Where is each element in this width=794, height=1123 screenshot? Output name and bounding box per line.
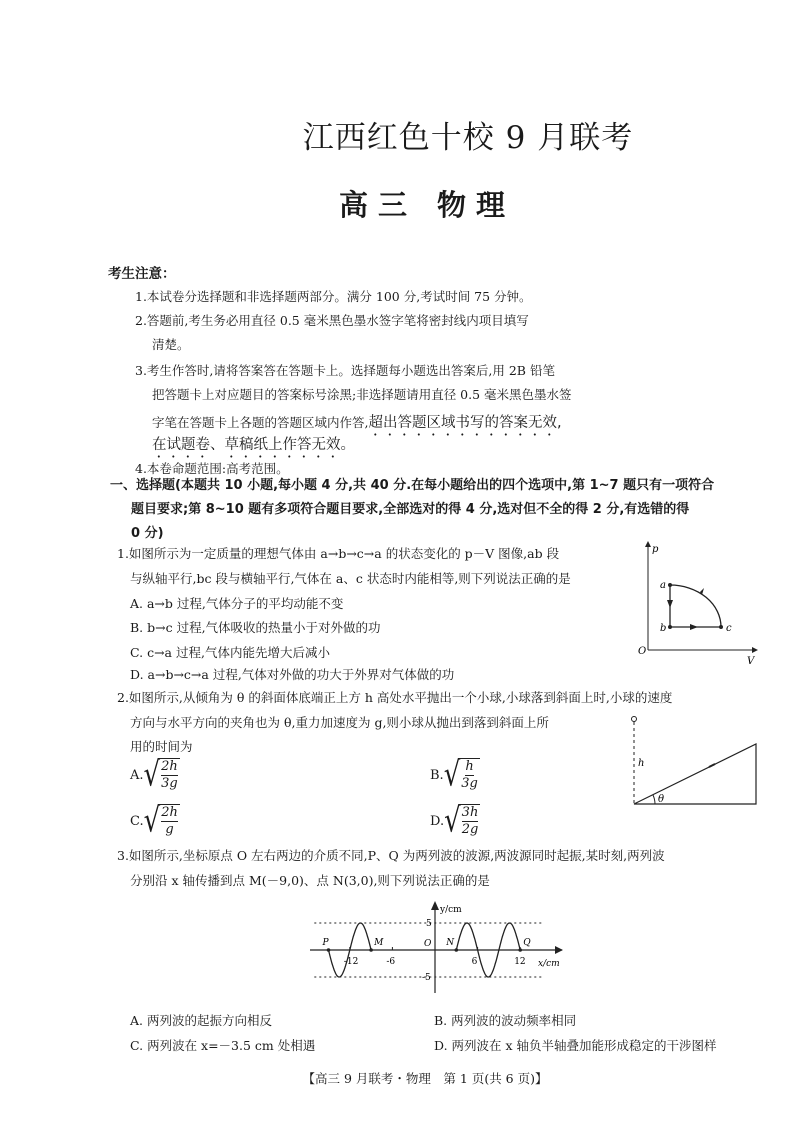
q3-point-label-p: P (322, 938, 329, 948)
q3-wave-diagram (300, 898, 580, 998)
q1-origin: O (638, 646, 647, 657)
q3-point (327, 948, 331, 952)
section-heading-line-1: 一、选择题(本题共 10 小题,每小题 4 分,共 40 分.在每小题给出的四个选项中,第 1~7 题只有一项符合 (110, 478, 715, 493)
q1-point-b: b (660, 623, 667, 634)
q3-stem-1: 3.如图所示,坐标原点 O 左右两边的介质不同,P、Q 为两列波的波源,两波源同时起振,某时刻,两列波 (117, 848, 665, 863)
q2-incline-diagram (625, 710, 765, 810)
q3-axis-x: x/cm (538, 959, 560, 969)
q3-tick-label-x: 6 (471, 957, 478, 967)
q1-option-c: C. c→a 过程,气体内能先增大后减小 (130, 645, 330, 660)
notice-item-1: 1.本试卷分选择题和非选择题两部分。满分 100 分,考试时间 75 分钟。 (135, 289, 532, 304)
q3-point-label-m: M (374, 938, 384, 948)
notice-heading: 考生注意： (108, 266, 176, 282)
q3-tick-label-x: -6 (386, 957, 396, 967)
q3-option-a: A. 两列波的起振方向相反 (130, 1013, 272, 1028)
q3-origin: O (424, 939, 432, 949)
q1-stem-1: 1.如图所示为一定质量的理想气体由 a→b→c→a 的状态变化的 p－V 图像,ab 段 (117, 546, 560, 561)
q3-point (518, 948, 522, 952)
q1-axis-v: V (747, 656, 755, 667)
q1-option-d: D. a→b→c→a 过程,气体对外做的功大于外界对气体做的功 (130, 667, 455, 682)
q3-tick-label-y: -5 (422, 973, 431, 983)
q3-option-b: B. 两列波的波动频率相同 (434, 1013, 577, 1028)
q1-point-c: c (726, 623, 732, 634)
notice-item-3-cont2: 字笔在答题卡上各题的答题区域内作答, (152, 415, 369, 430)
exam-subject: 高三 物理 (338, 188, 516, 222)
q2-option-b: B. √ h 3g (430, 755, 478, 795)
notice-item-3: 3.考生作答时,请将答案答在答题卡上。选择题每小题选出答案后,用 2B 铅笔 (135, 363, 555, 378)
q1-option-a: A. a→b 过程,气体分子的平均动能不变 (130, 596, 344, 611)
q2-stem-3: 用的时间为 (130, 739, 193, 754)
q1-stem-2: 与纵轴平行,bc 段与横轴平行,气体在 a、c 状态时内能相等,则下列说法正确的是 (130, 571, 571, 586)
q2-angle-label: θ (658, 794, 665, 805)
notice-emphasis-1: 超出答题区域书写的答案无效, (368, 415, 562, 431)
q3-point-label-n: N (446, 938, 455, 948)
q3-tick-label-y: 5 (426, 919, 432, 929)
q3-option-d: D. 两列波在 x 轴负半轴叠加能形成稳定的干涉图样 (434, 1038, 717, 1053)
q3-stem-2: 分别沿 x 轴传播到点 M(－9,0)、点 N(3,0),则下列说法正确的是 (130, 873, 490, 888)
q2-stem-2: 方向与水平方向的夹角也为 θ,重力加速度为 g,则小球从抛出到落到斜面上所 (130, 715, 549, 730)
q3-point-label-q: Q (523, 938, 531, 948)
q2-stem-1: 2.如图所示,从倾角为 θ 的斜面体底端正上方 h 高处水平抛出一个小球,小球落到斜面上时,小球的速度 (117, 690, 673, 705)
q3-axis-y: y/cm (440, 905, 462, 915)
notice-item-2: 2.答题前,考生务必用直径 0.5 毫米黑色墨水签字笔将密封线内项目填写 (135, 313, 529, 328)
q2-option-c: C. √ 2h g (130, 801, 178, 841)
section-heading-line-3: 0 分) (131, 526, 164, 541)
notice-emphasis-2: 在试题卷、草稿纸上作答无效。 (152, 437, 355, 453)
notice-item-2-cont: 清楚。 (152, 337, 190, 352)
notice-item-3-cont: 把答题卡上对应题目的答案标号涂黑;非选择题请用直径 0.5 毫米黑色墨水签 (152, 387, 572, 402)
q1-pv-diagram (630, 538, 760, 668)
q2-option-d: D. √ 3h 2g (430, 801, 479, 841)
section-heading-line-2: 题目要求;第 8~10 题有多项符合题目要求,全部选对的得 4 分,选对但不全的得 2 分,有选错的得 (131, 502, 690, 517)
q2-height-label: h (638, 758, 645, 769)
page-footer: 【高三 9 月联考・物理 第 1 页(共 6 页)】 (302, 1071, 548, 1086)
q3-point (369, 948, 373, 952)
q3-point (455, 948, 459, 952)
q3-option-c: C. 两列波在 x=－3.5 cm 处相遇 (130, 1038, 316, 1053)
q1-option-b: B. b→c 过程,气体吸收的热量小于对外做的功 (130, 620, 381, 635)
q3-tick-label-x: 12 (514, 957, 526, 967)
q3-tick-label-x: -12 (343, 957, 359, 967)
q1-axis-p: p (652, 544, 659, 555)
exam-title: 江西红色十校 9 月联考 (302, 120, 634, 156)
q2-option-a: A. √ 2h 3g (130, 755, 178, 795)
q1-point-a: a (660, 580, 666, 591)
notice-item-4: 4.本卷命题范围:高考范围。 (135, 461, 289, 476)
